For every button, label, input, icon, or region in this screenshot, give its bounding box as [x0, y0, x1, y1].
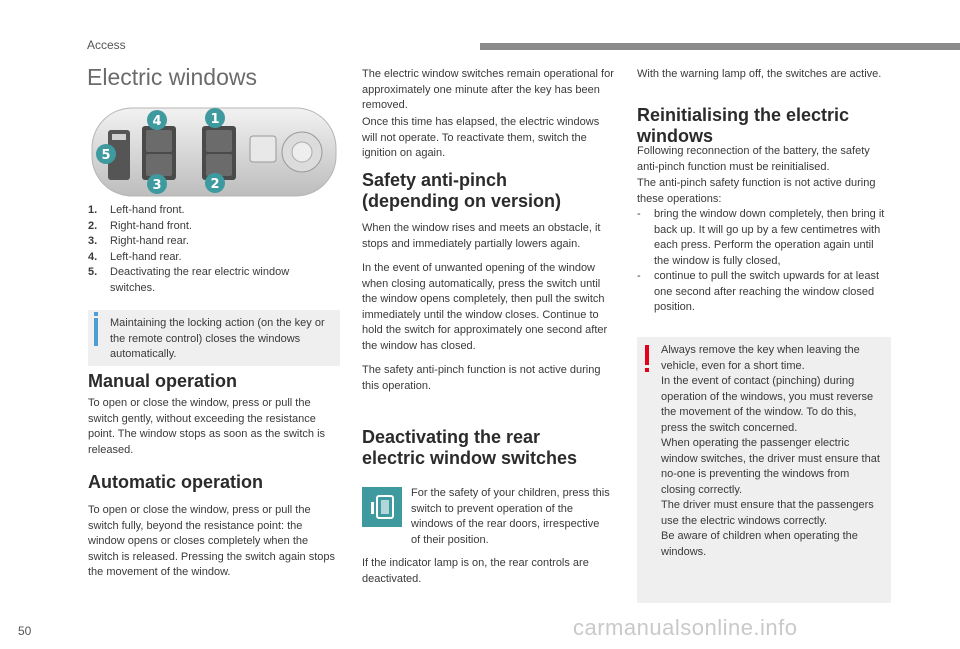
callout-label: 2 — [210, 177, 220, 192]
switch-legend-list — [88, 203, 338, 296]
list-item: 5. Deactivating the rear electric window switches. — [88, 266, 290, 294]
anti-pinch-text-2: In the event of unwanted opening of the window when closing automatically, press the switch until the window opens completely, then pull the switch immediately until the window closes. Continue to hold the switch for approximately one second after the window has closed. — [362, 262, 608, 352]
page-title: Electric windows — [87, 64, 257, 90]
list-item: 2. Right-hand front. — [88, 219, 192, 232]
mirror-fold-button — [250, 136, 276, 162]
warning-text: Always remove the key when leaving the vehicle, even for a short time. In the event of contact (pinching) during operation of the windows, you must reverse the movement of the window. To do this, press the switch concerned. When operating the passenger electric window switches, the driver must ensure that no-one is preventing the windows from closing correctly. The driver must ensure that the passengers use the electric windows correctly. Be aware of children when operating the windows. — [661, 344, 880, 558]
page-number: 50 — [18, 624, 32, 638]
manual-operation-heading: Manual operation — [88, 371, 238, 391]
warning-icon — [645, 345, 649, 365]
callout-label: 1 — [210, 112, 220, 127]
callout-label: 5 — [101, 148, 111, 163]
reinitialise-text-1: Following reconnection of the battery, the safety anti-pinch function must be reinitialised. — [637, 145, 870, 173]
reinitialise-text-2: The anti-pinch safety function is not active during these operations: — [637, 177, 876, 205]
info-icon — [94, 318, 98, 346]
warning-lamp-text: With the warning lamp off, the switches are active. — [637, 68, 882, 80]
reinitialise-steps — [637, 207, 889, 316]
section-label: Access — [87, 38, 126, 52]
anti-pinch-text-1: When the window rises and meets an obstacle, it stops and immediately partially lowers again. — [362, 222, 601, 250]
list-item: 4. Left-hand rear. — [88, 250, 182, 263]
reinitialise-heading: Reinitialising the electric windows — [637, 105, 850, 146]
list-item: - continue to pull the switch upwards for at least one second after reaching the window closed position. — [637, 270, 880, 313]
indicator-lamp-text: If the indicator lamp is on, the rear controls are deactivated. — [362, 557, 589, 585]
list-item: - bring the window down completely, then bring it back up. It will go up by a few centimetres with each press. Perform the operation again until the window is fully closed, — [637, 208, 885, 267]
anti-pinch-heading: Safety anti-pinch (depending on version) — [362, 170, 562, 211]
anti-pinch-text-3: The safety anti-pinch function is not active during this operation. — [362, 364, 601, 392]
deactivate-rear-heading: Deactivating the rear electric window switches — [362, 427, 578, 468]
callout-label: 4 — [152, 114, 162, 129]
warning-box — [637, 337, 891, 603]
window-switch-panel-illustration — [88, 104, 340, 199]
child-lock-icon — [362, 487, 402, 527]
manual-operation-text: To open or close the window, press or pull the switch gently, without exceeding the resistance point. The window stops as soon as the switch is released. — [88, 397, 326, 456]
list-item: 3. Right-hand rear. — [88, 235, 189, 247]
info-note-box — [88, 310, 340, 366]
switch-timeout-text: The electric window switches remain operational for approximately one minute after the key has been removed. — [362, 68, 614, 111]
callout-label: 3 — [152, 178, 162, 193]
info-note-text: Maintaining the locking action (on the key or the remote control) closes the windows automatically. — [110, 317, 325, 360]
header-bar — [480, 43, 960, 50]
watermark: carmanualsonline.info — [573, 615, 798, 640]
automatic-operation-text: To open or close the window, press or pull the switch fully, beyond the resistance point: the window opens or closes completely when the switch is released. Pressing the switch again stops the movement of the window. — [88, 504, 336, 578]
rear-lock-indicator — [112, 134, 126, 140]
automatic-operation-heading: Automatic operation — [88, 472, 264, 492]
child-lock-text: For the safety of your children, press this switch to prevent operation of the windows of the rear doors, irrespective of their position. — [411, 487, 610, 546]
switch-reactivate-text: Once this time has elapsed, the electric windows will not operate. To reactivate them, switch the ignition on again. — [362, 116, 600, 159]
list-item: 1. Left-hand front. — [88, 204, 185, 216]
window-switch-figure — [88, 104, 340, 199]
